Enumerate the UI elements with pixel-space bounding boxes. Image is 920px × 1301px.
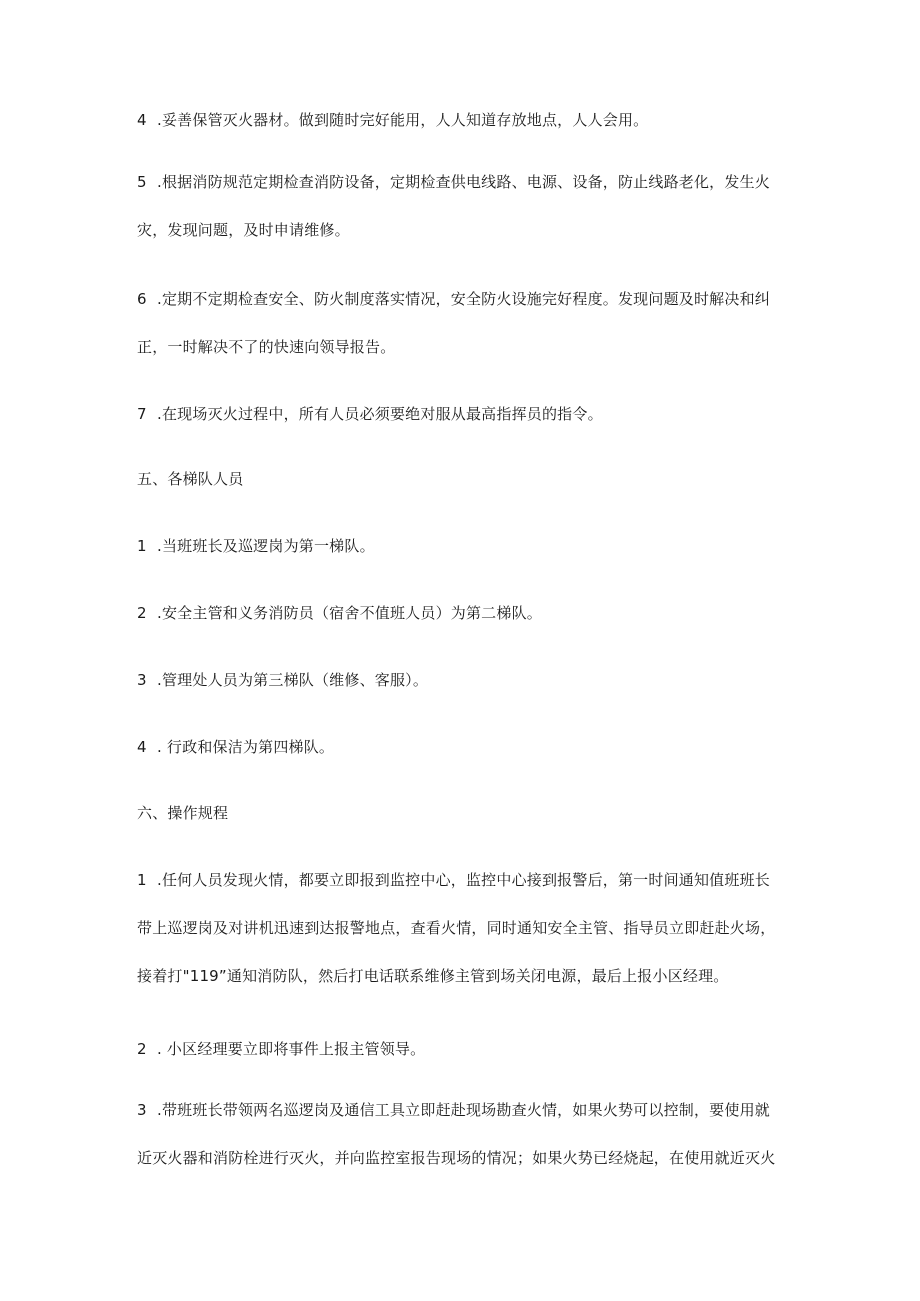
item-text: . 行政和保洁为第四梯队。: [157, 738, 335, 756]
item-text: .带班班长带领两名巡逻岗及通信工具立即赶赴现场勘查火情，如果火势可以控制，要使用就: [157, 1101, 770, 1119]
item-text: 近灭火器和消防栓进行灭火，并向监控室报告现场的情况；如果火势已经烧起，在使用就近灭火: [137, 1149, 776, 1167]
item-text: 灾，发现问题，及时申请维修。: [137, 221, 350, 239]
item-4-5-line-1: [137, 172, 807, 192]
item-4-7-line-1: [137, 404, 807, 424]
item-6-2-line-1: [137, 1039, 807, 1059]
item-text: .任何人员发现火情，都要立即报到监控中心，监控中心接到报警后，第一时间通知值班班长: [157, 871, 770, 889]
item-number: 2: [137, 1040, 147, 1058]
item-number: 4: [137, 111, 147, 129]
item-4-6-line-2: [137, 337, 807, 357]
item-text: . 小区经理要立即将事件上报主管领导。: [157, 1040, 426, 1058]
item-text: 正，一时解决不了的快速向领导报告。: [137, 338, 396, 356]
item-number: 3: [137, 1101, 147, 1119]
item-number: 2: [137, 604, 147, 622]
item-6-3-line-1: [137, 1100, 807, 1120]
item-text: .根据消防规范定期检查消防设备，定期检查供电线路、电源、设备，防止线路老化，发生火: [157, 173, 770, 191]
item-number: 5: [137, 173, 147, 191]
item-4-4-line-1: [137, 110, 807, 130]
item-number: 3: [137, 671, 147, 689]
section-6-heading: 六、操作规程: [137, 804, 229, 822]
item-text: .定期不定期检查安全、防火制度落实情况，安全防火设施完好程度。发现问题及时解决和纠: [157, 290, 770, 308]
item-number: 4: [137, 738, 147, 756]
item-5-4-line-1: [137, 737, 807, 757]
item-text: .妥善保管灭火器材。做到随时完好能用，人人知道存放地点，人人会用。: [157, 111, 649, 129]
item-number: 1: [137, 871, 147, 889]
item-text: .在现场灭火过程中，所有人员必须要绝对服从最高指挥员的指令。: [157, 405, 603, 423]
item-text: .管理处人员为第三梯队（维修、客服）。: [157, 671, 429, 689]
item-text: .安全主管和义务消防员（宿舍不值班人员）为第二梯队。: [157, 604, 542, 622]
item-text: 接着打"119”通知消防队，然后打电话联系维修主管到场关闭电源，最后上报小区经理。: [137, 967, 729, 985]
item-5-2-line-1: [137, 603, 807, 623]
section-5-heading: 五、各梯队人员: [137, 470, 244, 488]
item-6-3-line-2: [137, 1148, 807, 1168]
item-6-1-line-3: [137, 966, 807, 986]
item-6-1-line-1: [137, 870, 807, 890]
item-4-5-line-2: [137, 220, 807, 240]
item-number: 7: [137, 405, 147, 423]
item-5-3-line-1: [137, 670, 807, 690]
item-number: 1: [137, 537, 147, 555]
item-text: 带上巡逻岗及对讲机迅速到达报警地点，查看火情，同时通知安全主管、指导员立即赶赴火场，: [137, 919, 776, 937]
item-5-1-line-1: [137, 536, 807, 556]
item-6-1-line-2: [137, 918, 807, 938]
item-text: .当班班长及巡逻岗为第一梯队。: [157, 537, 375, 555]
item-number: 6: [137, 290, 147, 308]
item-4-6-line-1: [137, 289, 807, 309]
